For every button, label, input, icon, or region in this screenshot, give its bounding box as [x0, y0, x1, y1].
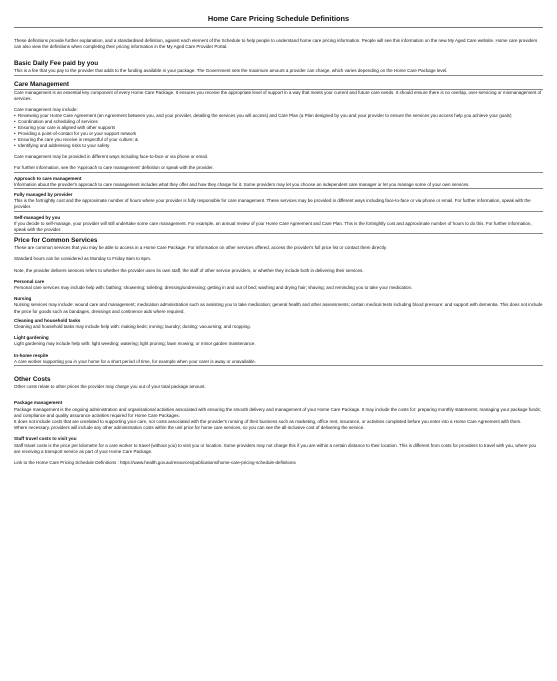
common-services-heading: Price for Common Services: [14, 237, 98, 245]
nursing-text: Nursing services may include: wound care and management; medication administration such as assisting you to take medication; general health and other assessments; certain medical tests including blood pressure; and support with dementia. This does not include the price for goods such as bandages, dressings and continence aids where required.: [14, 302, 543, 314]
page-title: Home Care Pricing Schedule Definitions: [14, 14, 543, 28]
list-item: • Ensuring the care you receive is respectful of your culture; &: [14, 137, 543, 143]
approach-heading: Approach to care management: [14, 175, 82, 181]
fully-managed-heading: Fully managed by provider: [14, 192, 73, 198]
list-item: • Providing a point-of-contact for you or your support network: [14, 131, 543, 137]
package-management-heading: Package management: [14, 400, 63, 406]
self-managed-text: If you decide to self-manage, your provider will still undertake some care management. For example, an annual review of your Home Care Agreement and Care Plan. This is the fortnightly cost and approximate number of hours to do this. For further information, speak with the provider.: [14, 220, 532, 233]
care-management-paragraph-2: Care management may include:: [14, 107, 78, 113]
package-management-text-2: It does not include costs that are unrelated to supporting your care, nor costs associated with the provider's running of their business such as marketing, office rent, insurance, or activities completed before you enter into a Home Care Agreement with them.: [14, 418, 522, 424]
care-management-paragraph-3: Care management may be provided in different ways including face-to-face or via phone or email.: [14, 154, 209, 160]
staff-travel-text: Staff travel costs is the price per kilometre for a care worker to travel (without you) to visit you or location. Some providers may not charge this if you are within a certain distance to their location. This is different from costs for providers to travel with you, where you are receiving a transport service as part of your Home Care Package.: [14, 442, 536, 454]
common-services-paragraph-2: Standard hours can be considered as Monday to Friday 8am to 6pm.: [14, 256, 152, 262]
in-home-respite-text: A care worker supporting you in your home for a short period of time, for example when your carer is away or unavailable.: [14, 358, 256, 364]
self-managed-heading: Self-managed by you: [14, 214, 61, 220]
nursing-heading: Nursing: [14, 296, 32, 302]
light-gardening-text: Light gardening may include help with: light weeding; watering; light pruning; lawn mowing; or minor garden maintenance.: [14, 341, 256, 347]
list-item: • Coordination and scheduling of services: [14, 119, 543, 125]
basic-daily-fee-heading: Basic Daily Fee paid by you: [14, 60, 99, 68]
cleaning-text: Cleaning and household tasks may include help with: making beds; ironing; laundry; dusting; vacuuming; and mopping.: [14, 324, 251, 330]
in-home-respite-heading: In-home respite: [14, 352, 49, 358]
fully-managed-text: This is the fortnightly cost and the approximate number of hours where your provider is fully responsible for care management. These services may be provided in different ways including face-to-face or via phone or email. For further information, speak with the provider.: [14, 198, 531, 210]
package-management-text-3: Where necessary, providers will include any other administration costs within the unit price for home care services, so you can see the all-inclusive cost of delivering the service.: [14, 425, 365, 431]
light-gardening-heading: Light gardening: [14, 335, 49, 341]
personal-care-heading: Personal care: [14, 278, 45, 284]
basic-daily-fee-text: This is a fee that you pay to the provider that adds to the funding available in your package. The Government sets the maximum amount a provider can charge, which varies depending on the Home Care Package level.: [14, 68, 448, 74]
package-management-text-1: Package management is the ongoing administration and organisational activities associated with ensuring the smooth delivery and management of your Home Care Package. It may include the costs for: preparing monthly statements; managing your package funds; and compliance and quality assurance activities required for Home Care Packages.: [14, 406, 542, 418]
cleaning-heading: Cleaning and household tasks: [14, 317, 81, 323]
care-management-paragraph-4: For further information, see the 'Approach to care management' definition or speak with the provider.: [14, 165, 214, 171]
care-management-list: [14, 113, 543, 149]
definitions-link[interactable]: Link to the Home Care Pricing Schedule Definitions : https://www.health.gov.au/resources/publications/home-care-pricing-schedule-definitions: [14, 459, 296, 465]
common-services-paragraph-3: Note, the provider delivers services refers to whether the provider uses its own staff, the staff of other service providers, or whether they include both in delivering their services.: [14, 267, 364, 273]
personal-care-text: Personal care services may include help with: bathing; showering; toileting; dressing/undressing; getting in and out of bed; washing and drying hair; shaving; and reminding you to take your medication.: [14, 285, 413, 291]
list-item: • Ensuring your care is aligned with other supports: [14, 125, 543, 131]
intro-paragraph: These definitions provide further explanation, and a standardised definition, against each element of the Schedule to help people to understand home care pricing information. People will see this information on the new My Aged Care website. Home care providers can also view the definitions when completing their pricing information in the My Aged Care Provider Portal.: [14, 38, 538, 50]
care-management-paragraph-1: Care management is an essential key component of every Home Care Package. It ensures you receive the appropriate level of support in a way that meets your current and future care needs. It should ensure there is no overlap, over-servicing or mismanagement of services.: [14, 89, 542, 101]
other-costs-heading: Other Costs: [14, 376, 51, 384]
staff-travel-heading: Staff travel costs to visit you: [14, 436, 77, 442]
approach-text: Information about the provider's approach to care management includes what they offer and how they charge for it. Some providers may let you choose an independent care manager or let you manage some of your own services.: [14, 181, 470, 187]
list-item: • Identifying and addressing risks to your safety: [14, 143, 543, 149]
other-costs-paragraph: Other costs relate to other prices the provider may charge you out of your total package amount.: [14, 384, 206, 390]
list-item: • Reviewing your Home Care Agreement (an Agreement between you, and your provider, detailing the services you will access) and Care Plan (a Plan designed by you and your provider to ensure the services you access help you achieve your goals): [14, 113, 543, 119]
care-management-heading: Care Management: [14, 80, 70, 88]
common-services-paragraph-1: These are common services that you may be able to access in a Home Care Package. For information on other services offered, access the provider's full price list or contact them directly.: [14, 245, 387, 251]
